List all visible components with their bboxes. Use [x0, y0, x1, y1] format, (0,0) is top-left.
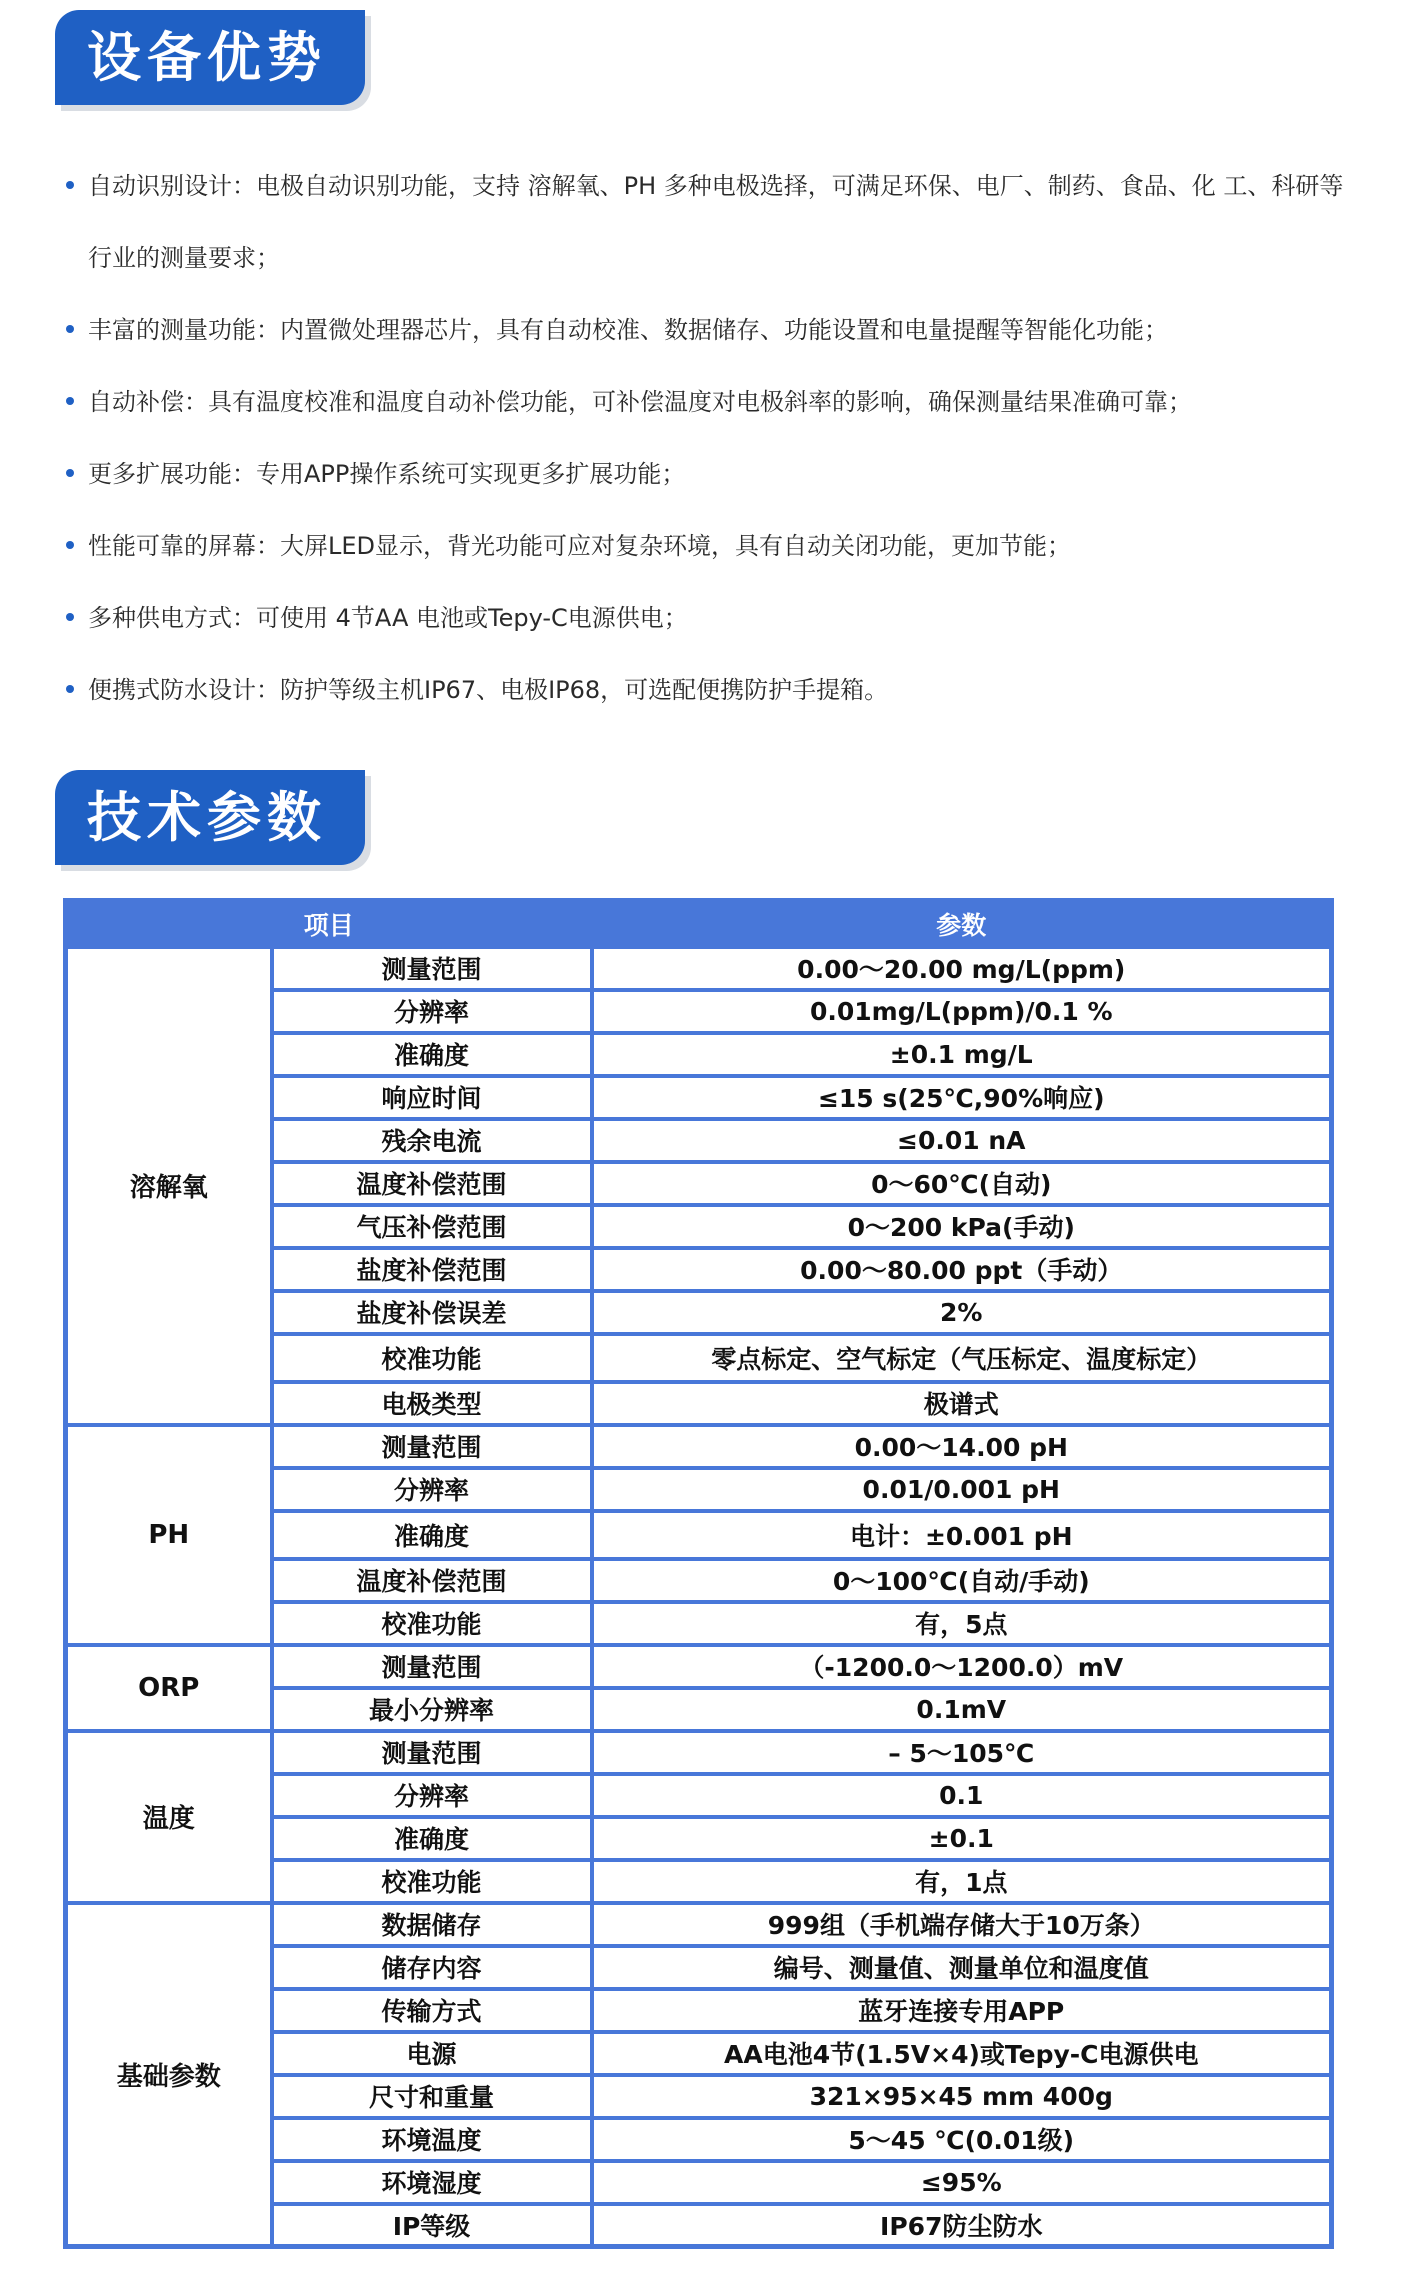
spec-item: 电源	[272, 2032, 592, 2075]
spec-value: ±0.1 mg/L	[592, 1033, 1332, 1076]
spec-value: 零点标定、空气标定（气压标定、温度标定）	[592, 1334, 1332, 1382]
feature-item	[66, 654, 1366, 726]
spec-value: 极谱式	[592, 1382, 1332, 1425]
spec-item: 温度补偿范围	[272, 1559, 592, 1602]
spec-value: 321×95×45 mm 400g	[592, 2075, 1332, 2118]
spec-item: 温度补偿范围	[272, 1162, 592, 1205]
spec-item: 残余电流	[272, 1119, 592, 1162]
spec-value: 0.00～20.00 mg/L(ppm)	[592, 947, 1332, 990]
spec-item: 最小分辨率	[272, 1688, 592, 1731]
spec-item: 准确度	[272, 1817, 592, 1860]
spec-value: 蓝牙连接专用APP	[592, 1989, 1332, 2032]
spec-item: 储存内容	[272, 1946, 592, 1989]
table-row	[66, 1731, 1332, 1774]
table-row	[66, 1645, 1332, 1688]
spec-value: ≤95%	[592, 2161, 1332, 2204]
spec-value: 2%	[592, 1291, 1332, 1334]
spec-value: IP67防尘防水	[592, 2204, 1332, 2247]
spec-item: 测量范围	[272, 1731, 592, 1774]
feature-item	[66, 366, 1366, 438]
feature-text: 便携式防水设计：防护等级主机IP67、电极IP68，可选配便携防护手提箱。	[88, 676, 889, 704]
spec-item: 测量范围	[272, 1645, 592, 1688]
spec-item: 响应时间	[272, 1076, 592, 1119]
spec-value: 编号、测量值、测量单位和温度值	[592, 1946, 1332, 1989]
section-title-specs: 技术参数	[55, 770, 365, 865]
spec-value: 有，5点	[592, 1602, 1332, 1645]
spec-value: 0.1	[592, 1774, 1332, 1817]
spec-value: – 5～105℃	[592, 1731, 1332, 1774]
feature-item	[66, 582, 1366, 654]
spec-value: 0.01/0.001 pH	[592, 1468, 1332, 1511]
spec-item: 校准功能	[272, 1334, 592, 1382]
bullet-dot-icon	[66, 181, 74, 189]
feature-item	[66, 438, 1366, 510]
spec-item: 分辨率	[272, 990, 592, 1033]
spec-item: 准确度	[272, 1033, 592, 1076]
spec-value: ≤15 s(25℃,90%响应)	[592, 1076, 1332, 1119]
spec-table-header	[66, 901, 1332, 947]
spec-value: 0～60℃(自动)	[592, 1162, 1332, 1205]
feature-text: 自动补偿：具有温度校准和温度自动补偿功能，可补偿温度对电极斜率的影响，确保测量结果准确可靠；	[88, 388, 1192, 416]
spec-value: 999组（手机端存储大于10万条）	[592, 1903, 1332, 1946]
spec-item: 数据储存	[272, 1903, 592, 1946]
spec-value: ≤0.01 nA	[592, 1119, 1332, 1162]
spec-value: （-1200.0～1200.0）mV	[592, 1645, 1332, 1688]
feature-item	[66, 510, 1366, 582]
spec-item: 分辨率	[272, 1774, 592, 1817]
spec-table	[63, 898, 1334, 2249]
group-label: 基础参数	[66, 1903, 272, 2247]
section-title-advantages: 设备优势	[55, 10, 365, 105]
bullet-dot-icon	[66, 685, 74, 693]
spec-item: 传输方式	[272, 1989, 592, 2032]
group-label: PH	[66, 1425, 272, 1645]
feature-text: 性能可靠的屏幕：大屏LED显示，背光功能可应对复杂环境，具有自动关闭功能，更加节能；	[88, 532, 1072, 560]
bullet-dot-icon	[66, 325, 74, 333]
spec-item: 分辨率	[272, 1468, 592, 1511]
spec-item: IP等级	[272, 2204, 592, 2247]
spec-item: 测量范围	[272, 947, 592, 990]
table-row	[66, 1903, 1332, 1946]
feature-text: 自动识别设计：电极自动识别功能，支持 溶解氧、PH 多种电极选择，可满足环保、电厂、制药、食品、化 工、科研等行业的测量要求；	[88, 172, 1344, 272]
spec-item: 环境温度	[272, 2118, 592, 2161]
table-row	[66, 947, 1332, 990]
spec-value: 0.1mV	[592, 1688, 1332, 1731]
spec-item: 气压补偿范围	[272, 1205, 592, 1248]
group-label: ORP	[66, 1645, 272, 1731]
bullet-dot-icon	[66, 613, 74, 621]
feature-text: 更多扩展功能：专用APP操作系统可实现更多扩展功能；	[88, 460, 686, 488]
feature-text: 丰富的测量功能：内置微处理器芯片，具有自动校准、数据储存、功能设置和电量提醒等智能化功能；	[88, 316, 1168, 344]
spec-item: 盐度补偿误差	[272, 1291, 592, 1334]
spec-item: 盐度补偿范围	[272, 1248, 592, 1291]
group-label: 温度	[66, 1731, 272, 1903]
spec-value: 0.01mg/L(ppm)/0.1 %	[592, 990, 1332, 1033]
spec-value: 5～45 ℃(0.01级)	[592, 2118, 1332, 2161]
spec-value: 0.00～14.00 pH	[592, 1425, 1332, 1468]
feature-item	[66, 150, 1366, 294]
feature-text: 多种供电方式：可使用 4节AA 电池或Tepy-C电源供电；	[88, 604, 688, 632]
feature-list	[66, 150, 1366, 726]
bullet-dot-icon	[66, 469, 74, 477]
feature-item	[66, 294, 1366, 366]
spec-item: 环境湿度	[272, 2161, 592, 2204]
spec-value: 电计：±0.001 pH	[592, 1511, 1332, 1559]
table-row	[66, 1425, 1332, 1468]
spec-value: 0～200 kPa(手动)	[592, 1205, 1332, 1248]
spec-item: 校准功能	[272, 1860, 592, 1903]
spec-item: 准确度	[272, 1511, 592, 1559]
header-param: 参数	[592, 901, 1332, 947]
spec-value: 0.00～80.00 ppt（手动）	[592, 1248, 1332, 1291]
spec-item: 电极类型	[272, 1382, 592, 1425]
spec-value: 0～100℃(自动/手动)	[592, 1559, 1332, 1602]
spec-item: 测量范围	[272, 1425, 592, 1468]
spec-value: ±0.1	[592, 1817, 1332, 1860]
spec-item: 尺寸和重量	[272, 2075, 592, 2118]
header-item: 项目	[66, 901, 592, 947]
bullet-dot-icon	[66, 397, 74, 405]
bullet-dot-icon	[66, 541, 74, 549]
spec-value: AA电池4节(1.5V×4)或Tepy-C电源供电	[592, 2032, 1332, 2075]
spec-item: 校准功能	[272, 1602, 592, 1645]
group-label: 溶解氧	[66, 947, 272, 1425]
spec-value: 有，1点	[592, 1860, 1332, 1903]
